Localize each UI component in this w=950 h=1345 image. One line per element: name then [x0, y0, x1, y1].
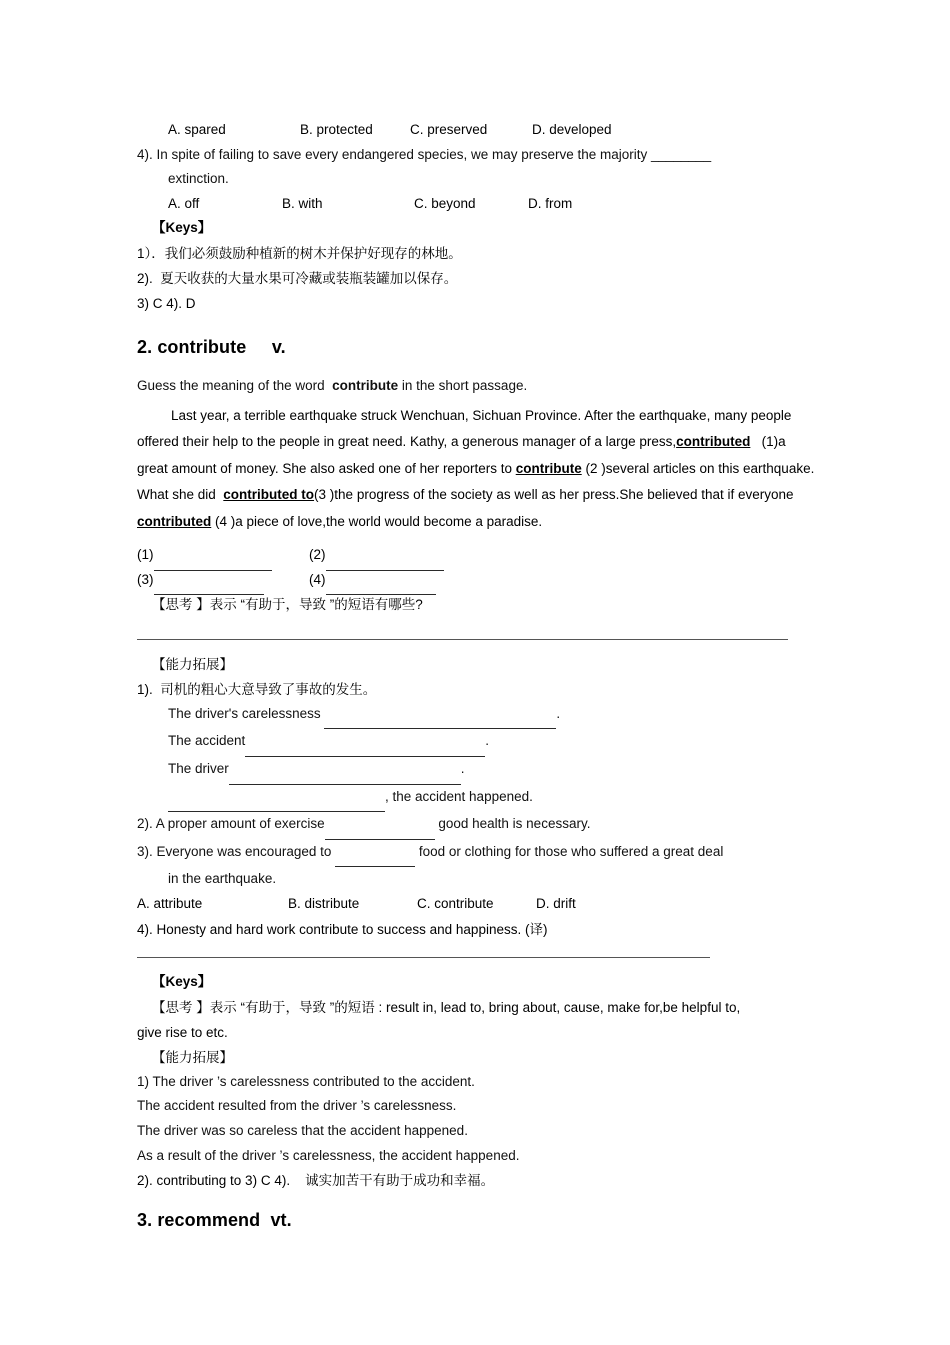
- keys2-answer-4: As a result of the driver ’s carelessness, the accident happened.: [137, 1147, 520, 1163]
- keys-answer-2: 2). 夏天收获的大量水果可冷藏或装瓶装罐加以保存。: [137, 270, 458, 286]
- passage-part-5: (4 )a piece of love,the world would become a paradise.: [211, 513, 543, 529]
- exercise-1-b-suffix: .: [485, 733, 490, 749]
- exercise-1-c-prefix: The driver: [168, 761, 229, 777]
- option-a: A. spared: [168, 122, 226, 137]
- option-a: A. attribute: [137, 896, 203, 911]
- answer-blank-1-label: (1): [137, 547, 154, 563]
- option-b: B. distribute: [288, 896, 360, 911]
- exercise-1-d-blank[interactable]: [168, 787, 385, 813]
- option-a: A. off: [168, 195, 200, 211]
- exercise-1-a-blank[interactable]: [324, 704, 556, 730]
- answer-blank-3[interactable]: [137, 568, 264, 596]
- answer-blank-2-label: (2): [309, 547, 326, 563]
- passage-part-1: Last year, a terrible earthquake struck Wenchuan, Sichuan Province. After the earthquake, many people offered their help to the people in great need. Kathy, a generous manager of a large press,: [137, 407, 796, 450]
- answer-blank-2[interactable]: [309, 543, 444, 571]
- exercise-2-prefix: 2). A proper amount of exercise: [137, 816, 325, 832]
- option-d: D. developed: [532, 122, 612, 137]
- keys2-answer-2: The accident resulted from the driver ’s carelessness.: [137, 1098, 457, 1114]
- think-prompt: 【思考 】表示 “有助于，导致 ”的短语有哪些?: [152, 597, 423, 613]
- question-4-line-2: extinction.: [168, 171, 229, 187]
- exercise-1-a-prefix: The driver's carelessness: [168, 705, 325, 721]
- passage-keyword-1: contributed: [676, 434, 751, 450]
- exercise-3-blank[interactable]: [335, 842, 415, 868]
- exercise-1-d: [137, 785, 817, 813]
- answer-blank-row-2: [137, 568, 817, 593]
- guess-suffix: in the short passage.: [398, 377, 528, 393]
- exercise-1-d-suffix: , the accident happened.: [385, 788, 533, 804]
- answer-blank-row-1: [137, 543, 817, 568]
- exercise-2-suffix: good health is necessary.: [434, 816, 591, 832]
- exercise-1-b: [137, 729, 817, 757]
- keys-answer-3: 3) C 4). D: [137, 295, 196, 311]
- exercise-3-options-row: [137, 892, 817, 917]
- answer-blank-4-line[interactable]: [326, 570, 436, 596]
- passage-keyword-4: contributed: [137, 513, 212, 529]
- exercise-3-prefix: 3). Everyone was encouraged to: [137, 843, 336, 859]
- separator-2-wrap: [137, 946, 817, 971]
- passage-keyword-3: contributed to: [223, 487, 315, 503]
- keys2-answer-3: The driver was so careless that the accident happened.: [137, 1122, 468, 1138]
- passage-part-3: (2 )several articles on this earthquake. What she did: [137, 460, 819, 503]
- exercise-3-suffix: food or clothing for those who suffered a great deal: [415, 843, 724, 859]
- exercise-1-b-blank[interactable]: [245, 731, 485, 757]
- exercise-1-a: [137, 702, 817, 730]
- guess-prefix: Guess the meaning of the word: [137, 377, 333, 393]
- separator-2: [137, 957, 710, 958]
- option-b: B. with: [282, 195, 323, 211]
- exercise-2-blank[interactable]: [325, 814, 435, 840]
- exercise-1-c-blank[interactable]: [229, 759, 461, 785]
- question-3-options-row: [137, 118, 817, 143]
- answer-blank-1[interactable]: [137, 543, 272, 571]
- option-c: C. beyond: [414, 195, 476, 211]
- question-4-options-row: [137, 192, 817, 217]
- passage-keyword-2: contribute: [515, 460, 582, 476]
- option-c: C. preserved: [410, 122, 488, 137]
- document-content: [137, 118, 817, 1233]
- separator-1-wrap: [137, 627, 817, 652]
- exercise-3-line-2: in the earthquake.: [168, 871, 277, 887]
- exercise-4: 4). Honesty and hard work contribute to success and happiness. (译): [137, 921, 548, 937]
- answer-blank-4-label: (4): [309, 571, 326, 587]
- section-heading-contribute: 2. contribute v.: [137, 336, 286, 357]
- keys2-think-line-2: give rise to etc.: [137, 1024, 228, 1040]
- option-d: D. drift: [536, 896, 576, 911]
- keys2-answer-5: 2). contributing to 3) C 4). 诚实加苦干有助于成功和幸福。: [137, 1173, 495, 1189]
- answer-blank-4[interactable]: [309, 568, 436, 596]
- expand-heading-1: 【能力拓展】: [152, 656, 233, 672]
- answer-blank-3-label: (3): [137, 571, 154, 587]
- question-4-line-1: 4). In spite of failing to save every endangered species, we may preserve the majority ________: [137, 146, 712, 162]
- keys-heading-1: 【Keys】: [152, 220, 212, 236]
- passage-part-2: (1)a great amount of money. She also asked one of her reporters to: [137, 434, 790, 476]
- option-d: D. from: [528, 195, 573, 211]
- exercise-1-c-suffix: .: [460, 761, 465, 777]
- keys2-think-line-1: 【思考 】表示 “有助于，导致 ”的短语 : result in, lead to, bring about, cause, make for,be helpful to,: [152, 999, 741, 1015]
- exercise-3-line-1: [137, 840, 817, 868]
- exercise-1-a-suffix: .: [556, 705, 561, 721]
- passage-part-4: (3 )the progress of the society as well as her press.She believed that if everyone: [314, 487, 798, 503]
- keys-heading-2: 【Keys】: [152, 974, 212, 990]
- keys2-expand-heading: 【能力拓展】: [152, 1049, 233, 1065]
- exercise-2: [137, 812, 817, 840]
- separator-1: [137, 639, 788, 640]
- keys-answer-1: 1）．我们必须鼓励种植新的树木并保护好现存的林地。: [137, 245, 462, 261]
- option-c: C. contribute: [417, 896, 494, 911]
- guess-instruction: [137, 374, 817, 399]
- exercise-1-chinese: 1). 司机的粗心大意导致了事故的发生。: [137, 681, 377, 697]
- keys2-answer-1: 1) The driver ’s carelessness contributed to the accident.: [137, 1073, 475, 1089]
- reading-passage: [137, 403, 817, 536]
- guess-keyword: contribute: [332, 377, 399, 393]
- exercise-1-b-prefix: The accident: [168, 733, 246, 749]
- answer-blank-3-line[interactable]: [154, 570, 264, 596]
- section-heading-recommend: 3. recommend vt.: [137, 1210, 292, 1231]
- exercise-1-c: [137, 757, 817, 785]
- option-b: B. protected: [300, 122, 373, 137]
